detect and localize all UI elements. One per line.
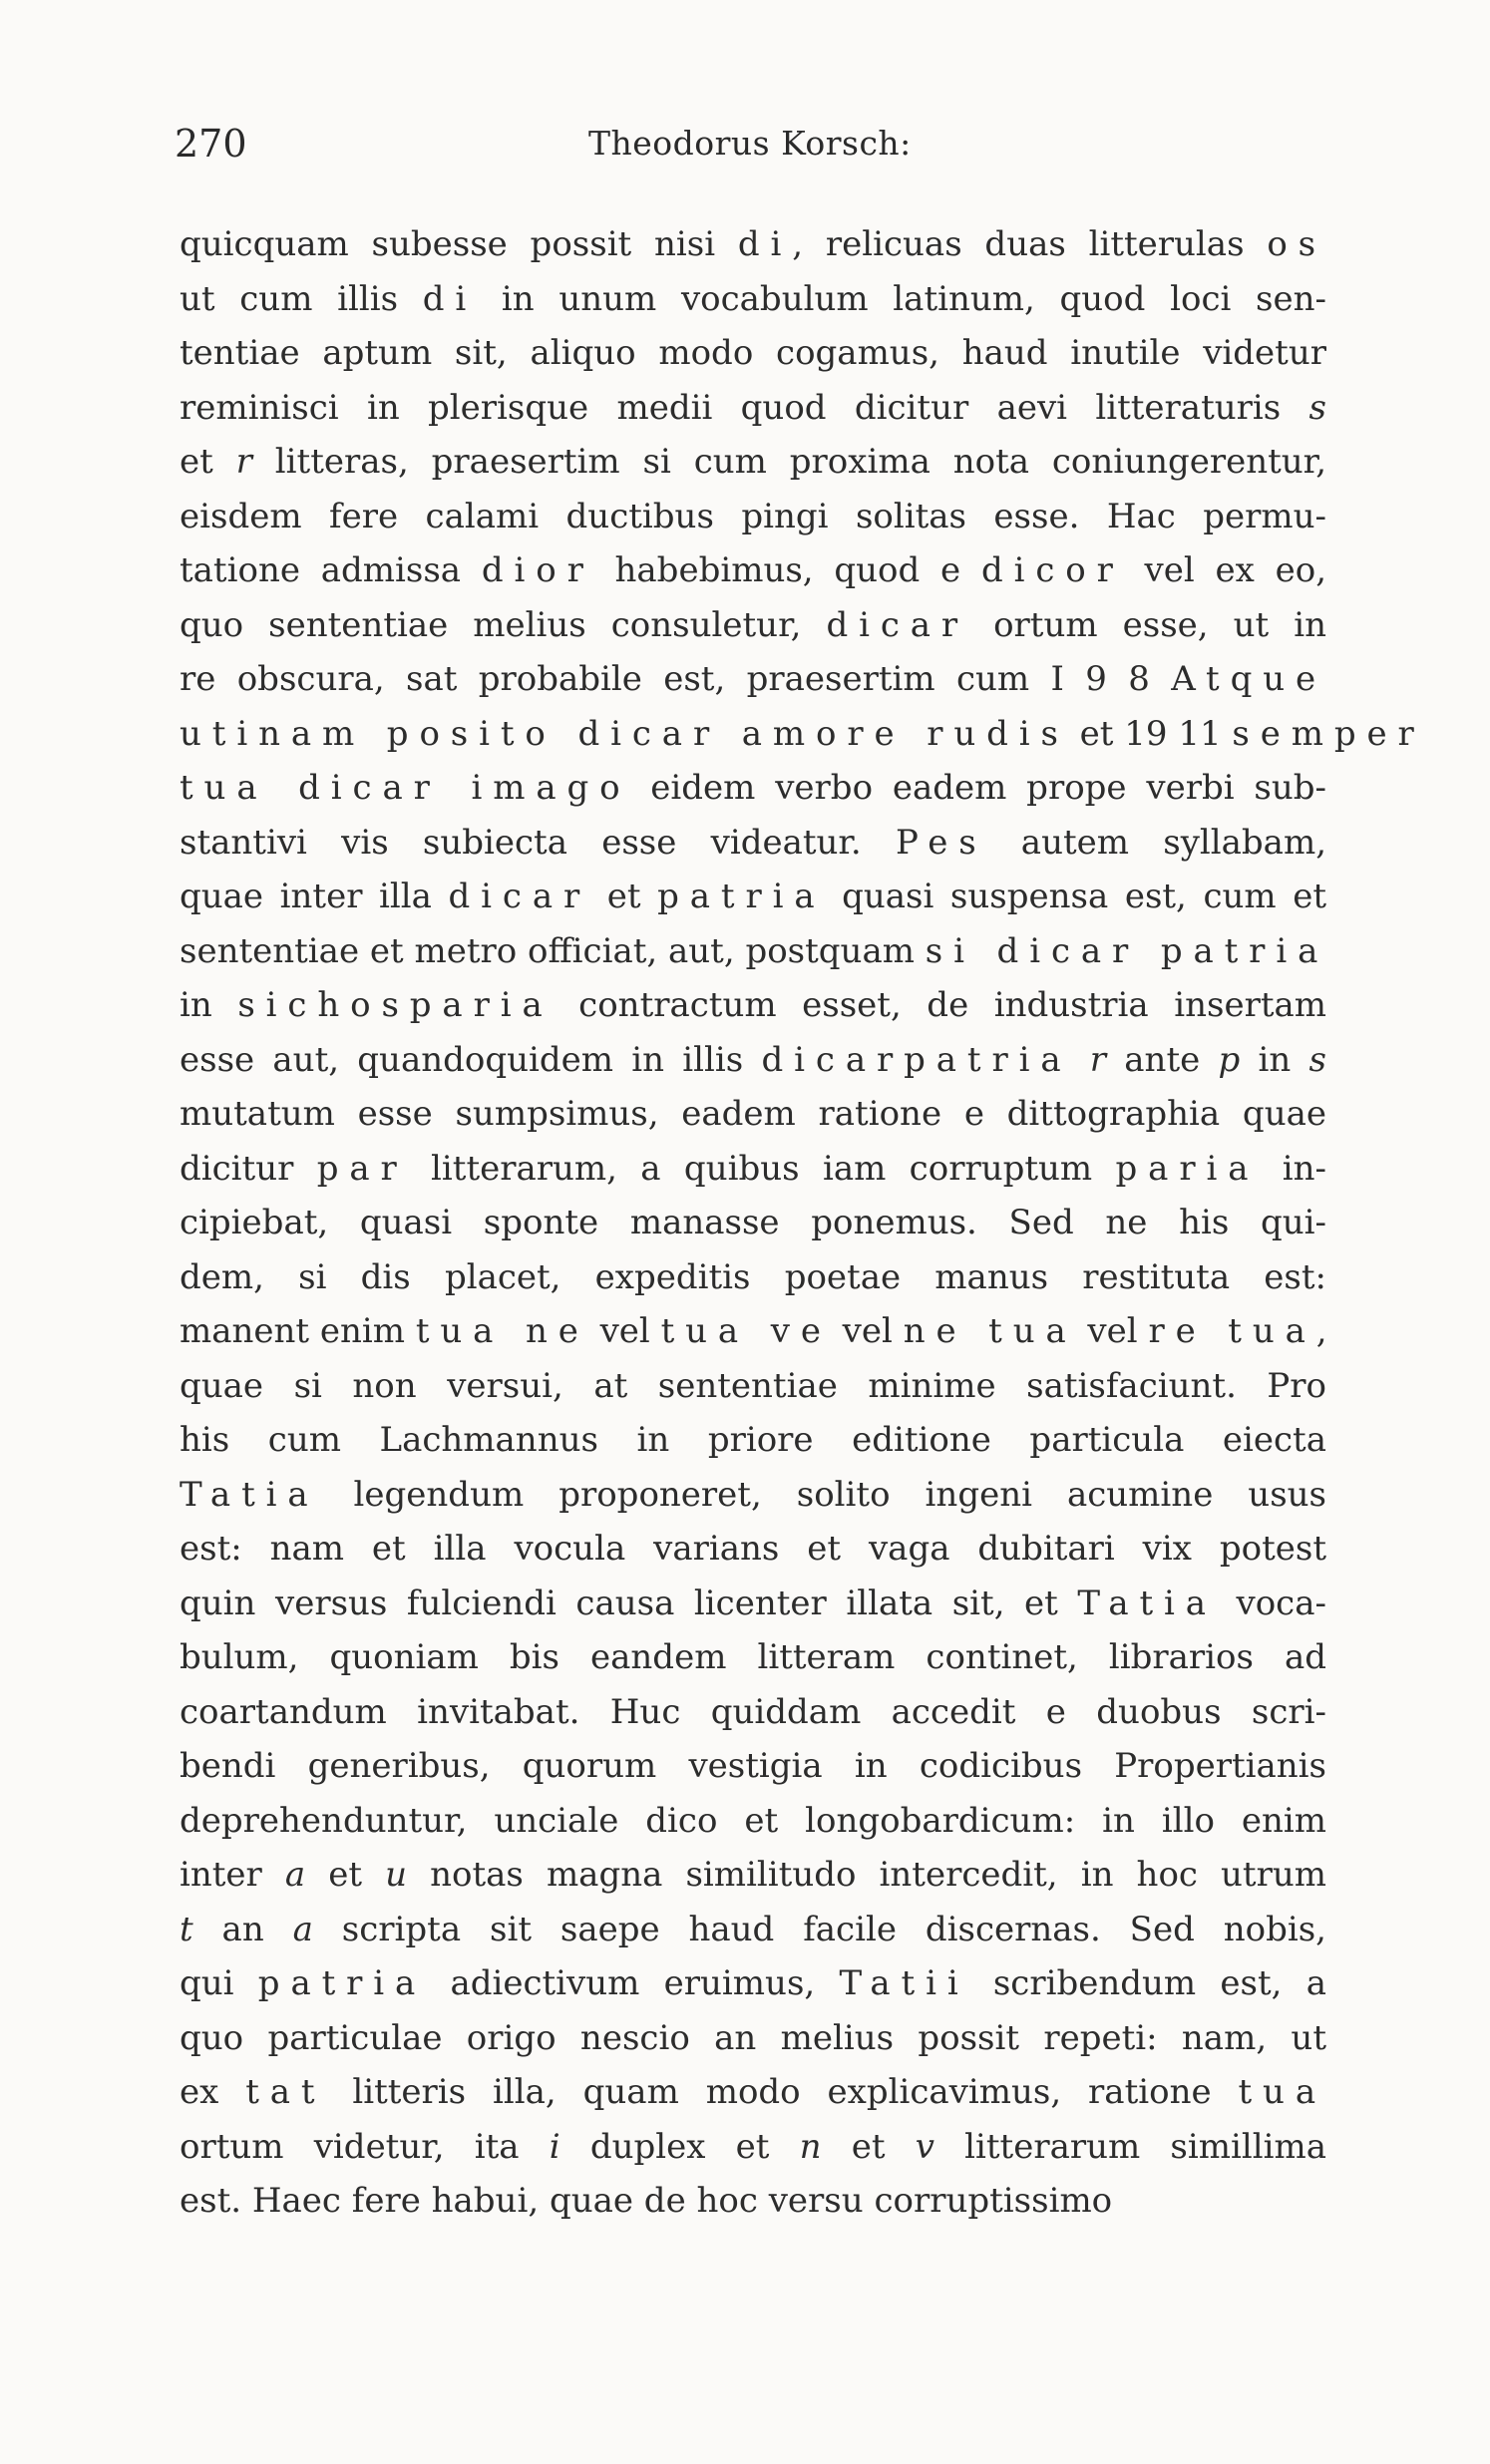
spaced-quotation: dior [481,550,594,590]
text-segment: vel ex eo, [1123,550,1326,590]
spaced-quotation: utinam posito dicar amore rudis [180,713,1069,754]
spaced-quotation: di [422,278,478,319]
text-line [180,1250,1326,1305]
text-segment: litterarum, a quibus iam corruptum [407,1148,1116,1189]
italic-letter: p [1218,1039,1241,1080]
spaced-quotation: Tatia [1077,1583,1217,1623]
text-segment: inter [180,1855,285,1895]
text-segment: an [192,1909,293,1949]
spaced-quotation: dicor [980,550,1124,590]
spaced-quotation: semper [1232,713,1425,754]
spaced-quotation: Atque [1171,659,1326,699]
spaced-quotation: tua ne [415,1311,589,1351]
page-number: 270 [175,122,247,166]
text-line [180,381,1326,436]
text-segment: ut cum illis [180,278,423,319]
text-segment: et [821,2126,916,2167]
text-line [180,598,1326,653]
text-line [180,1087,1326,1142]
text-line [180,1577,1326,1631]
text-segment: ante [1106,1039,1219,1080]
text-segment: sententiae et metro officiat, aut, postquam [180,930,926,971]
text-line [180,1794,1326,1849]
spaced-quotation: si dicar patria [925,930,1329,971]
text-line [180,217,1326,272]
text-segment: reminisci in plerisque medii quod dicitur aevi litteraturis [180,387,1309,428]
text-line [180,924,1329,979]
text-segment: vel [1076,1311,1149,1351]
text-segment: , relicuas duas litterulas [792,224,1268,264]
text-segment: litteras, praesertim si cum proxima nota coniungerentur, [251,442,1327,482]
text-segment: quasi suspensa est, cum et [825,877,1326,916]
spaced-quotation: patria [657,877,826,916]
text-line [180,761,1326,816]
text-segment: dicitur [180,1148,317,1189]
text-segment: cipiebat, quasi sponte manasse ponemus. Sed ne his qui- [180,1203,1326,1242]
text-segment: notas magna similitudo intercedit, in hoc utrum [407,1855,1326,1895]
italic-letter: i [549,2126,560,2167]
text-segment: dem, si dis placet, expeditis poetae manus restituta est: [180,1256,1326,1297]
italic-letter: t [180,1909,193,1949]
text-line [180,1413,1326,1468]
text-segment: bulum, quoniam bis eandem litteram continet, librarios ad [180,1637,1326,1677]
spaced-quotation: tua dicar imago [180,768,631,808]
text-line [180,1630,1326,1685]
text-segment: in [180,985,238,1025]
spaced-quotation: tua ve [660,1311,832,1351]
text-segment: in unum vocabulum latinum, quod loci sen- [477,278,1326,319]
italic-letter: n [799,2126,822,2167]
text-segment: legendum proponeret, solito ingeni acumine usus [318,1474,1326,1515]
text-line [180,1848,1326,1903]
text-segment: voca- [1216,1583,1326,1623]
spaced-quotation: sichosparia [237,985,554,1025]
spaced-quotation: tua [1238,2072,1326,2112]
text-segment: est. Haec fere habui, quae de hoc versu corruptissimo [180,2181,1113,2221]
text-line [180,435,1326,490]
text-line [180,490,1326,544]
text-line [180,1468,1326,1523]
text-segment: eisdem fere calami ductibus pingi solitas esse. Hac permu- [180,496,1326,536]
italic-letter: r [1089,1039,1107,1080]
italic-letter: r [235,442,252,482]
text-line [180,1142,1326,1197]
text-segment: litterarum simillima [933,2126,1327,2167]
text-segment: et [180,442,236,482]
text-segment: eidem verbo eadem prope verbi sub- [630,768,1326,808]
text-line [180,272,1326,327]
text-line [180,707,1425,762]
text-segment: autem syllabam, [986,822,1326,863]
text-segment: deprehenduntur, unciale dico et longobardicum: in illo enim [180,1800,1326,1841]
italic-letter: s [1308,387,1326,428]
text-segment: quo particulae origo nescio an melius possit repeti: nam, ut [180,2017,1326,2058]
text-segment: scripta sit saepe haud facile discernas. Sed nobis, [312,1909,1326,1949]
text-segment: ex [180,2072,246,2112]
spaced-quotation: di [737,224,793,264]
text-segment [1071,1040,1089,1080]
text-segment: qui [180,1963,258,2003]
text-line [180,543,1326,598]
text-segment: contractum esset, de industria insertam [553,985,1326,1025]
text-segment: tatione admissa [180,550,482,590]
running-head: Theodorus Korsch: [588,124,912,163]
text-segment: et [305,1855,386,1895]
text-line [180,1033,1326,1088]
spaced-quotation: dicar [448,877,591,916]
text-line [180,652,1326,707]
text-segment: habebimus, quod e [593,550,981,590]
text-line [180,1956,1326,2011]
text-segment: his cum Lachmannus in priore editione particula eiecta [180,1420,1326,1460]
text-segment: et 19 11 [1068,713,1233,754]
text-segment: vel [588,1311,661,1351]
text-line [180,1903,1326,1957]
italic-letter: s [1308,1039,1326,1080]
text-line [180,326,1326,381]
text-line [180,2011,1326,2066]
spaced-quotation: Pes [896,822,987,863]
text-line [180,1304,1326,1359]
text-segment: ortum esse, ut in [968,604,1326,645]
text-line [180,2174,1326,2229]
spaced-quotation: ne tua [903,1311,1077,1351]
spaced-quotation: patria [257,1963,427,2003]
spaced-quotation: os [1267,224,1326,264]
text-segment: litteris illa, quam modo explicavimus, ratione [325,2072,1239,2112]
text-segment: quo sententiae melius consuletur, [180,604,827,645]
text-line [180,978,1326,1033]
text-line [180,1359,1326,1414]
spaced-quotation: paria [1115,1148,1260,1189]
text-segment: quin versus fulciendi causa licenter illata sit, et [180,1583,1078,1623]
text-segment: stantivi vis subiecta esse videatur. [180,822,896,863]
text-segment: , [1315,1311,1327,1351]
text-line [180,816,1326,871]
text-segment: re obscura, sat probabile est, praesertim cum I 9 8 [180,659,1172,699]
text-segment: quae si non versui, at sententiae minime satisfaciunt. Pro [180,1365,1326,1406]
text-segment: scribendum est, a [968,1963,1326,2003]
text-segment: duplex et [559,2126,800,2167]
text-segment: in- [1259,1148,1326,1189]
italic-letter: a [292,1909,313,1949]
spaced-quotation: Tatii [839,1963,969,2003]
italic-letter: u [385,1855,408,1895]
text-segment: est: nam et illa vocula varians et vaga dubitari vix potest [180,1529,1326,1569]
spaced-quotation: dicar [826,604,969,645]
text-segment: et [590,877,658,916]
body-text [180,217,1425,2229]
spaced-quotation: dicarpatria [761,1039,1072,1080]
text-line [180,1739,1326,1794]
text-segment: bendi generibus, quorum vestigia in codicibus Propertianis [180,1746,1326,1786]
text-line [180,2065,1326,2120]
text-line [180,870,1326,924]
text-segment: in [1240,1039,1309,1080]
text-line [180,1685,1326,1740]
text-segment: esse aut, quandoquidem in illis [180,1039,762,1080]
text-segment: ortum videtur, ita [180,2126,550,2167]
text-segment: quicquam subesse possit nisi [180,224,738,264]
spaced-quotation: par [316,1148,408,1189]
italic-letter: a [284,1855,306,1895]
text-segment: quae inter illa [180,877,449,916]
text-segment: vel [831,1311,904,1351]
text-segment: manent enim [180,1311,416,1351]
spaced-quotation: re tua [1148,1311,1316,1351]
page-header [175,122,1331,181]
text-segment: mutatum esse sumpsimus, eadem ratione e dittographia quae [180,1094,1326,1134]
text-segment: adiectivum eruimus, [426,1963,840,2003]
spaced-quotation: tat [245,2072,326,2112]
spaced-quotation: Tatia [180,1474,319,1515]
text-segment: coartandum invitabat. Huc quiddam accedit e duobus scri- [180,1691,1326,1732]
text-segment: tentiae aptum sit, aliquo modo cogamus, haud inutile videtur [180,333,1326,373]
italic-letter: v [915,2126,934,2167]
text-line [180,2120,1326,2175]
text-line [180,1522,1326,1577]
text-line [180,1196,1326,1250]
